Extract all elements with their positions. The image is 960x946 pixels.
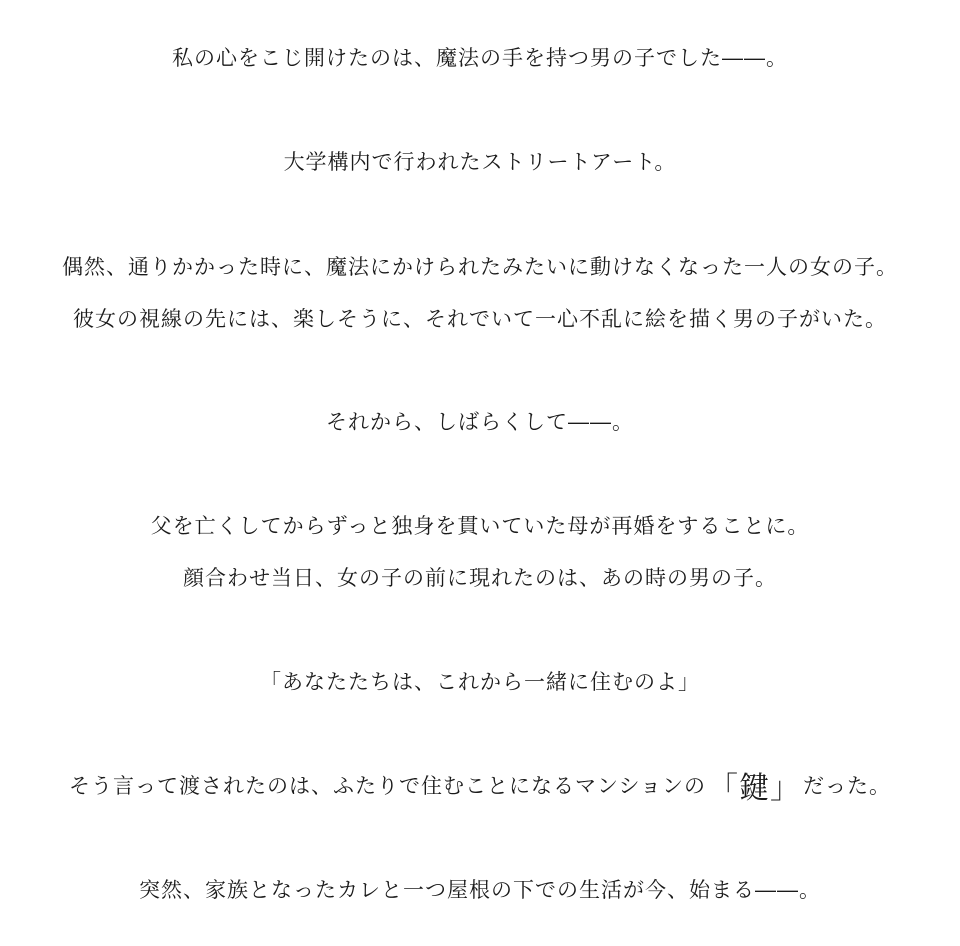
text-line-2: 大学構内で行われたストリートアート。 — [283, 150, 677, 174]
text-line-6: 父を亡くしてからずっと独身を貫いていた母が再婚をすることに。 — [150, 514, 810, 538]
text-line-key — [0, 771, 960, 806]
text-line-10: 突然、家族となったカレと一つ屋根の下での生活が今、始まる――。 — [139, 878, 821, 902]
key-emphasis: 「鍵」 — [708, 771, 802, 806]
text-line-3: 偶然、通りかかった時に、魔法にかけられたみたいに動けなくなった一人の女の子。 — [62, 255, 898, 279]
text-line-8: 「あなたたちは、これから一緒に住むのよ」 — [260, 670, 700, 694]
text-line-1: 私の心をこじ開けたのは、魔法の手を持つ男の子でした――。 — [172, 46, 788, 70]
text-line-4: 彼女の視線の先には、楽しそうに、それでいて一心不乱に絵を描く男の子がいた。 — [73, 307, 887, 331]
text-line-7: 顔合わせ当日、女の子の前に現れたのは、あの時の男の子。 — [183, 566, 777, 590]
key-line-after: だった。 — [803, 774, 892, 798]
text-line-5: それから、しばらくして――。 — [326, 410, 634, 434]
key-line-before: そう言って渡されたのは、ふたりで住むことになるマンションの — [68, 774, 707, 798]
